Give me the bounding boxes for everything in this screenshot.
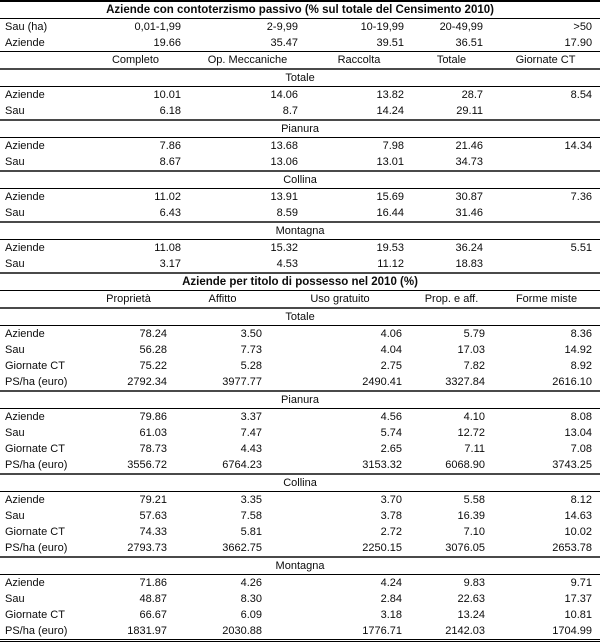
section-header: Collina: [0, 171, 600, 189]
row-label: Sau: [5, 156, 25, 168]
cell: 9.83: [463, 577, 485, 589]
row-label: Sau: [5, 207, 25, 219]
table1-title-row: [0, 1, 600, 19]
data-row: [0, 409, 600, 426]
cell: 5.28: [240, 360, 262, 372]
cell: 15.69: [376, 191, 404, 203]
row-label: Sau: [5, 258, 25, 270]
cell: 7.36: [570, 191, 593, 203]
row-label: Sau: [5, 510, 25, 522]
cell: 3.37: [240, 411, 262, 423]
contoterzismo-table: [0, 0, 600, 272]
data-row: [0, 575, 600, 592]
cell: 3076.05: [445, 542, 485, 554]
cell: 5.74: [380, 427, 402, 439]
cell: 71.86: [139, 577, 167, 589]
cell: 3.50: [240, 328, 262, 340]
cell: 2792.34: [127, 376, 167, 388]
cell: 14.34: [564, 140, 593, 152]
cell: 31.46: [455, 207, 483, 219]
data-row: [0, 154, 600, 171]
cell: 7.98: [382, 140, 404, 152]
header-spacer: [0, 52, 82, 70]
titolo-possesso-table: [0, 272, 600, 642]
section-header: Totale: [0, 69, 600, 87]
cell: 14.92: [564, 344, 593, 356]
header-spacer: [0, 291, 82, 309]
cell: >50: [573, 21, 593, 33]
cell: 6.43: [159, 207, 181, 219]
cell: 4.10: [463, 411, 485, 423]
cell: 3743.25: [552, 459, 593, 471]
section-header: Pianura: [0, 120, 600, 138]
column-header: Op. Meccaniche: [207, 54, 288, 66]
cell: 19.66: [82, 35, 189, 52]
data-row: [0, 524, 600, 540]
cell: 6068.90: [445, 459, 485, 471]
row-label: Aziende: [5, 494, 45, 506]
data-row: [0, 591, 600, 607]
cell: 8.08: [570, 411, 593, 423]
cell: 8.67: [159, 156, 181, 168]
cell: 14.06: [270, 89, 298, 101]
cell: 5.51: [570, 242, 593, 254]
data-row: [0, 342, 600, 358]
cell: 2.72: [380, 526, 402, 538]
cell: 8.59: [276, 207, 298, 219]
cell: 61.03: [139, 427, 167, 439]
section-header: Pianura: [0, 391, 600, 409]
data-row: [0, 358, 600, 374]
cell: 4.24: [380, 577, 402, 589]
cell: 2793.73: [127, 542, 167, 554]
data-row: [0, 607, 600, 623]
cell: 2030.88: [175, 623, 270, 641]
cell: [491, 205, 600, 222]
row-label: Sau: [5, 105, 25, 117]
cell: 12.72: [457, 427, 485, 439]
cell: 78.73: [139, 443, 167, 455]
row-label: Sau (ha): [5, 21, 48, 33]
cell: 17.37: [564, 593, 593, 605]
data-row: [0, 441, 600, 457]
cell: 7.47: [240, 427, 262, 439]
cell: 6764.23: [222, 459, 262, 471]
cell: 66.67: [139, 609, 167, 621]
cell: 3.78: [380, 510, 402, 522]
cell: 10-19,99: [360, 21, 404, 33]
section-header-row: [0, 474, 600, 492]
cell: 10.02: [564, 526, 593, 538]
cell: 8.36: [570, 328, 593, 340]
cell: 1831.97: [82, 623, 175, 641]
column-header: Raccolta: [337, 54, 381, 66]
aziende-size-row: [0, 35, 600, 52]
column-header: Completo: [111, 54, 160, 66]
cell: 36.51: [412, 35, 491, 52]
cell: 36.24: [455, 242, 483, 254]
cell: 22.63: [457, 593, 485, 605]
cell: 18.83: [455, 258, 483, 270]
row-label: PS/ha (euro): [5, 542, 68, 554]
cell: 35.47: [189, 35, 306, 52]
cell: 8.12: [570, 494, 593, 506]
data-row: [0, 103, 600, 120]
data-row: [0, 189, 600, 206]
section-header: Collina: [0, 474, 600, 492]
cell: 3556.72: [127, 459, 167, 471]
cell: 8.54: [570, 89, 593, 101]
column-header: Prop. e aff.: [424, 293, 479, 305]
table2-column-header-row: [0, 291, 600, 309]
cell: 10.81: [564, 609, 593, 621]
data-row: [0, 240, 600, 257]
cell: 8.7: [282, 105, 298, 117]
cell: 8.92: [570, 360, 593, 372]
cell: 11.08: [154, 242, 181, 254]
row-label: Aziende: [5, 89, 45, 101]
cell: 4.04: [380, 344, 402, 356]
row-label: Aziende: [5, 242, 45, 254]
cell: 4.26: [240, 577, 262, 589]
cell: 14.63: [564, 510, 593, 522]
row-label: PS/ha (euro): [5, 459, 68, 471]
cell: 2490.41: [362, 376, 402, 388]
cell: 6.18: [159, 105, 181, 117]
column-header: Totale: [436, 54, 467, 66]
section-header: Totale: [0, 308, 600, 326]
cell: 7.82: [463, 360, 485, 372]
cell: 17.03: [457, 344, 485, 356]
cell: 2.75: [380, 360, 402, 372]
cell: 4.43: [240, 443, 262, 455]
cell: 0,01-1,99: [134, 21, 181, 33]
cell: 3153.32: [362, 459, 402, 471]
cell: 7.73: [240, 344, 262, 356]
column-header: Forme miste: [515, 293, 578, 305]
table1-column-header-row: [0, 52, 600, 70]
cell: 3.18: [380, 609, 402, 621]
cell: 75.22: [139, 360, 167, 372]
row-label: Aziende: [5, 191, 45, 203]
row-label: Aziende: [5, 140, 45, 152]
data-row: [0, 374, 600, 391]
row-label: Sau: [5, 427, 25, 439]
cell: 74.33: [139, 526, 167, 538]
cell: 3327.84: [445, 376, 485, 388]
cell: 2616.10: [552, 376, 593, 388]
cell: 79.21: [139, 494, 167, 506]
table-title: Aziende con contoterzismo passivo (% sul totale del Censimento 2010): [0, 1, 600, 19]
cell: 14.24: [376, 105, 404, 117]
data-row: [0, 138, 600, 155]
row-label: PS/ha (euro): [0, 623, 82, 641]
cell: 2.65: [380, 443, 402, 455]
cell: 13.24: [457, 609, 485, 621]
cell: 3.35: [240, 494, 262, 506]
data-row: [0, 326, 600, 343]
row-label: PS/ha (euro): [5, 376, 68, 388]
cell: 7.08: [570, 443, 593, 455]
cell: 3662.75: [222, 542, 262, 554]
row-label: Aziende: [5, 328, 45, 340]
cell: 1776.71: [270, 623, 410, 641]
cell: 30.87: [455, 191, 483, 203]
cell: 20-49,99: [439, 21, 483, 33]
row-label: Sau: [5, 593, 25, 605]
row-label: Aziende: [5, 411, 45, 423]
section-header-row: [0, 391, 600, 409]
cell: 13.06: [270, 156, 298, 168]
cell: 79.86: [139, 411, 167, 423]
cell: 3.70: [380, 494, 402, 506]
cell: 28.7: [461, 89, 483, 101]
section-header: Montagna: [0, 222, 600, 240]
cell: 15.32: [270, 242, 298, 254]
data-row: [0, 425, 600, 441]
column-header: Affitto: [208, 293, 237, 305]
section-header-row: [0, 222, 600, 240]
cell: 19.53: [376, 242, 404, 254]
cell: 4.06: [380, 328, 402, 340]
data-row: [0, 623, 600, 641]
data-row: [0, 492, 600, 509]
cell: 48.87: [139, 593, 167, 605]
cell: 5.79: [463, 328, 485, 340]
row-label: Aziende: [0, 35, 82, 52]
cell: 2250.15: [362, 542, 402, 554]
cell: [491, 256, 600, 272]
sau-ha-row: [0, 19, 600, 36]
cell: 21.46: [455, 140, 483, 152]
data-row: [0, 87, 600, 104]
section-header-row: [0, 69, 600, 87]
row-label: Giornate CT: [5, 526, 65, 538]
cell: 16.44: [376, 207, 404, 219]
data-row: [0, 508, 600, 524]
table2-title-row: [0, 273, 600, 291]
cell: 7.11: [464, 443, 485, 455]
cell: 13.82: [376, 89, 404, 101]
cell: 9.71: [570, 577, 593, 589]
cell: 1704.99: [493, 623, 600, 641]
cell: 3.17: [159, 258, 181, 270]
row-label: Aziende: [5, 577, 45, 589]
cell: 4.53: [276, 258, 298, 270]
row-label: Sau: [5, 344, 25, 356]
cell: 2.84: [380, 593, 402, 605]
cell: 13.01: [376, 156, 404, 168]
cell: 78.24: [139, 328, 167, 340]
cell: 13.68: [270, 140, 298, 152]
column-header: Giornate CT: [515, 54, 576, 66]
row-label: Giornate CT: [5, 360, 65, 372]
cell: 29.11: [456, 105, 483, 117]
cell: 7.86: [159, 140, 181, 152]
cell: 5.81: [240, 526, 262, 538]
data-row: [0, 256, 600, 272]
cell: 2653.78: [552, 542, 593, 554]
cell: 7.10: [463, 526, 485, 538]
cell: 2142.03: [410, 623, 493, 641]
cell: 56.28: [139, 344, 167, 356]
section-header-row: [0, 308, 600, 326]
section-header-row: [0, 171, 600, 189]
cell: 3977.77: [222, 376, 262, 388]
cell: 39.51: [306, 35, 412, 52]
cell: 4.56: [380, 411, 402, 423]
cell: 2-9,99: [266, 21, 298, 33]
cell: 10.01: [153, 89, 181, 101]
cell: 13.04: [564, 427, 593, 439]
cell: 11.12: [377, 258, 404, 270]
section-header: Montagna: [0, 557, 600, 575]
data-row: [0, 205, 600, 222]
cell: 13.91: [270, 191, 298, 203]
cell: 11.02: [154, 191, 181, 203]
cell: 57.63: [139, 510, 167, 522]
cell: 5.58: [463, 494, 485, 506]
section-header-row: [0, 120, 600, 138]
section-header-row: [0, 557, 600, 575]
cell: [491, 154, 600, 171]
data-row: [0, 457, 600, 474]
cell: 7.58: [240, 510, 262, 522]
column-header: Uso gratuito: [310, 293, 370, 305]
cell: 6.09: [240, 609, 262, 621]
table-title: Aziende per titolo di possesso nel 2010 (%): [0, 273, 600, 291]
cell: 34.73: [455, 156, 483, 168]
row-label: Giornate CT: [5, 443, 65, 455]
data-row: [0, 540, 600, 557]
cell: 17.90: [491, 35, 600, 52]
cell: [491, 103, 600, 120]
row-label: Giornate CT: [5, 609, 65, 621]
cell: 16.39: [457, 510, 485, 522]
cell: 8.30: [240, 593, 262, 605]
column-header: Proprietà: [106, 293, 151, 305]
